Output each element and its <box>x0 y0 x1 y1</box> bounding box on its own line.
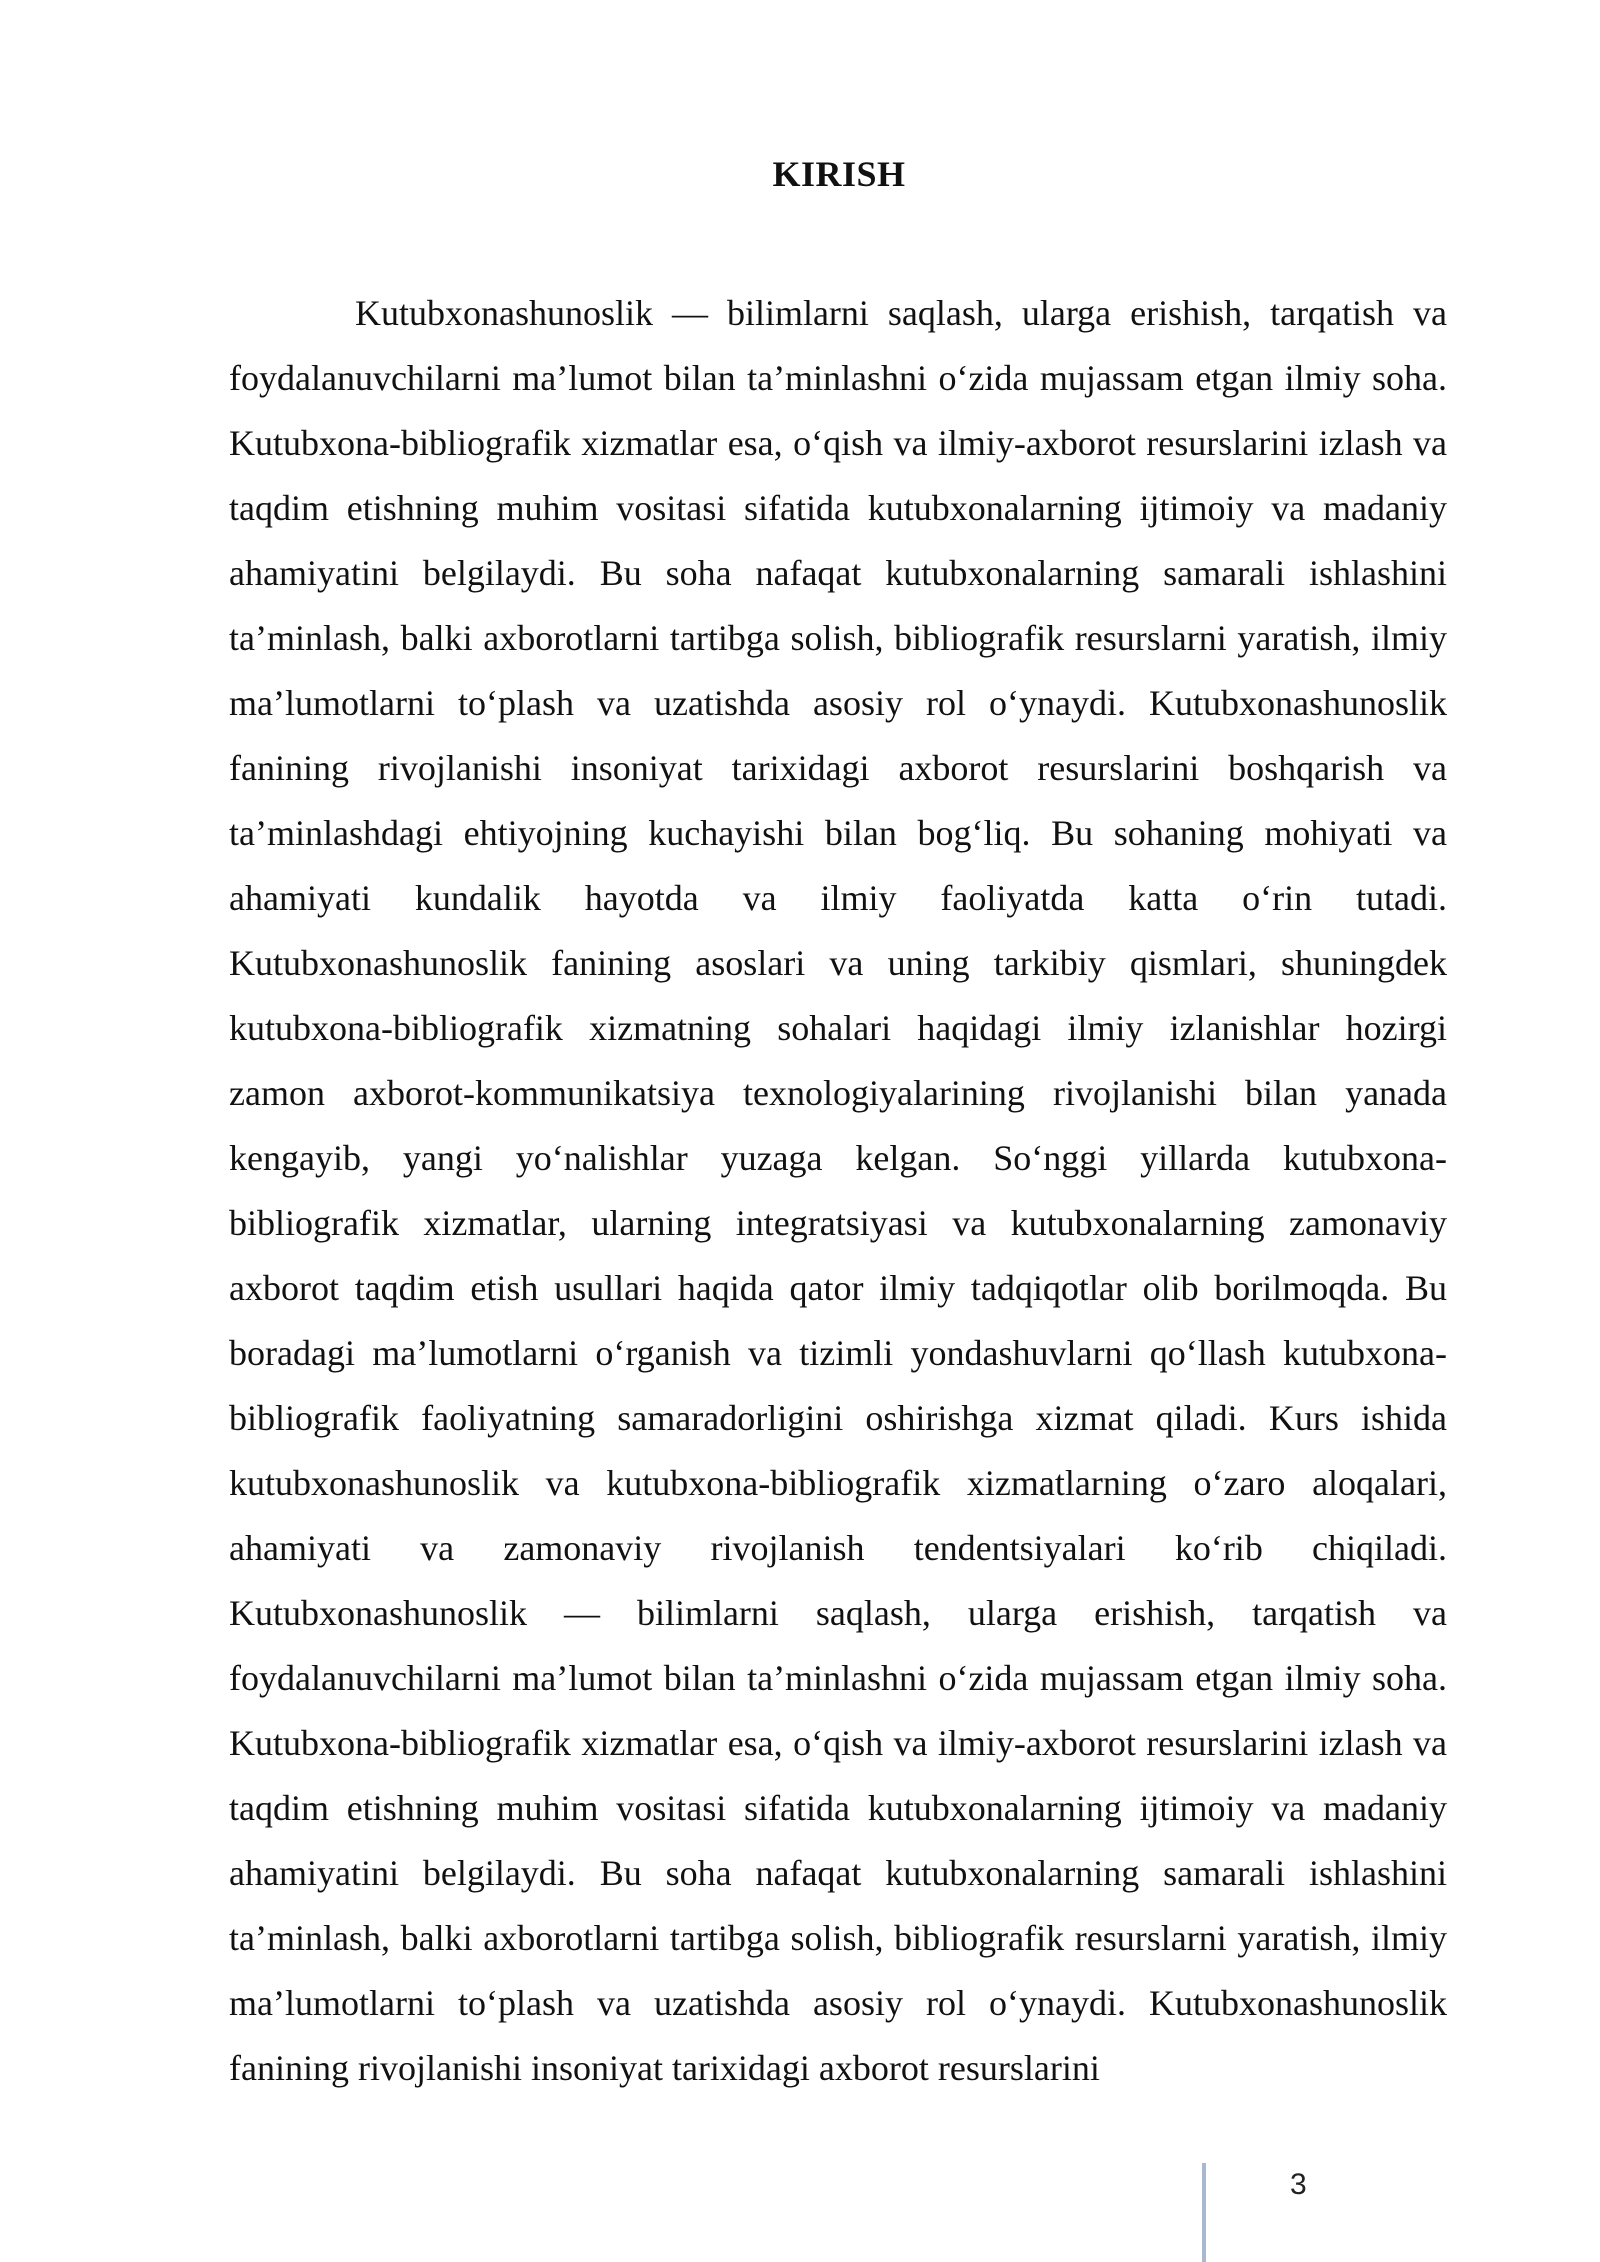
footer-divider <box>1202 2163 1206 2262</box>
page-number: 3 <box>1290 2168 1307 2201</box>
body-paragraph: Kutubxonashunoslik — bilimlarni saqlash, ularga erishish, tarqatish va foydalanuvchilarni ma’lumot bilan ta’minlashni o‘zida mujassam etgan ilmiy soha. Kutubxona-bibliografik xizmatlar esa, o‘qish va ilmiy-axborot resurslarini izlash va taqdim etishning muhim vositasi sifatida kutubxonalarning ijtimoiy va madaniy ahamiyatini belgilaydi. Bu soha nafaqat kutubxonalarning samarali ishlashini ta’minlash, balki axborotlarni tartibga solish, bibliografik resurslarni yaratish, ilmiy ma’lumotlarni to‘plash va uzatishda asosiy rol o‘ynaydi. Kutubxonashunoslik fanining rivojlanishi insoniyat tarixidagi axborot resurslarini boshqarish va ta’minlashdagi ehtiyojning kuchayishi bilan bog‘liq. Bu sohaning mohiyati va ahamiyati kundalik hayotda va ilmiy faoliyatda katta o‘rin tutadi. Kutubxonashunoslik fanining asoslari va uning tarkibiy qismlari, shuningdek kutubxona-bibliografik xizmatning sohalari haqidagi ilmiy izlanishlar hozirgi zamon axborot-kommunikatsiya texnologiyalarining rivojlanishi bilan yanada kengayib, yangi yo‘nalishlar yuzaga kelgan. So‘nggi yillarda kutubxona-bibliografik xizmatlar, ularning integratsiyasi va kutubxonalarning zamonaviy axborot taqdim etish usullari haqida qator ilmiy tadqiqotlar olib borilmoqda. Bu boradagi ma’lumotlarni o‘rganish va tizimli yondashuvlarni qo‘llash kutubxona-bibliografik faoliyatning samaradorligini oshirishga xizmat qiladi. Kurs ishida kutubxonashunoslik va kutubxona-bibliografik xizmatlarning o‘zaro aloqalari, ahamiyati va zamonaviy rivojlanish tendentsiyalari ko‘rib chiqiladi. Kutubxonashunoslik — bilimlarni saqlash, ularga erishish, tarqatish va foydalanuvchilarni ma’lumot bilan ta’minlashni o‘zida mujassam etgan ilmiy soha. Kutubxona-bibliografik xizmatlar esa, o‘qish va ilmiy-axborot resurslarini izlash va taqdim etishning muhim vositasi sifatida kutubxonalarning ijtimoiy va madaniy ahamiyatini belgilaydi. Bu soha nafaqat kutubxonalarning samarali ishlashini ta’minlash, balki axborotlarni tartibga solish, bibliografik resurslarni yaratish, ilmiy ma’lumotlarni to‘plash va uzatishda asosiy rol o‘ynaydi. Kutubxonashunoslik fanining rivojlanishi insoniyat tarixidagi axborot resurslarini <box>229 293 1447 2088</box>
section-heading: KIRISH <box>772 154 906 194</box>
